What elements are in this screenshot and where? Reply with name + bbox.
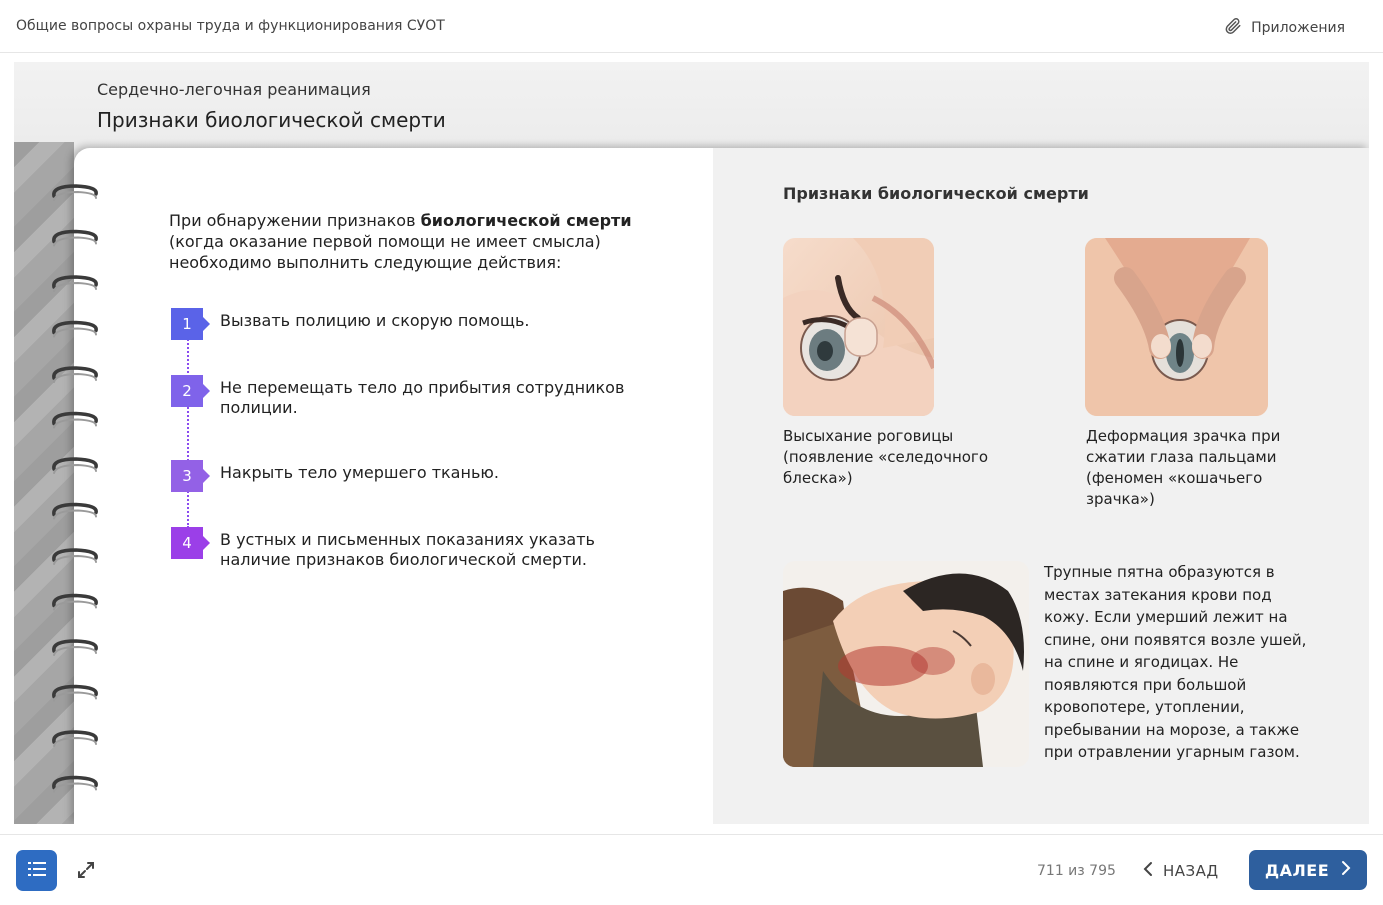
fullscreen-button[interactable] <box>76 860 96 880</box>
expand-icon <box>76 865 96 884</box>
steps-list <box>171 308 671 568</box>
step-4 <box>171 527 660 570</box>
cornea-caption: Высыхание роговицы (появление «селедочного блеска») <box>783 427 988 487</box>
top-bar <box>0 0 1383 53</box>
spiral-ring-highlight <box>54 602 96 610</box>
step-number: 1 <box>171 308 203 340</box>
back-button[interactable] <box>1143 861 1219 881</box>
contents-menu-button[interactable] <box>16 850 57 891</box>
page-counter: 711 из 795 <box>1037 863 1116 879</box>
step-text: Не перемещать тело до прибытия сотрудников полиции. <box>220 378 625 417</box>
slide <box>14 62 1369 824</box>
intro-prefix: При обнаружении признаков <box>169 211 421 230</box>
course-title: Общие вопросы охраны труда и функционирования СУОТ <box>16 18 445 34</box>
step-number: 3 <box>171 460 203 492</box>
lividity-image <box>783 561 1029 767</box>
spiral-ring-highlight <box>54 647 96 655</box>
step-text: Накрыть тело умершего тканью. <box>220 463 499 482</box>
slide-subtitle: Сердечно-легочная реанимация <box>97 80 371 99</box>
step-text: Вызвать полицию и скорую помощь. <box>220 311 530 330</box>
bottom-bar <box>0 834 1383 905</box>
signs-title: Признаки биологической смерти <box>783 184 1089 203</box>
chevron-left-icon <box>1143 861 1153 881</box>
notebook-page <box>74 148 1369 824</box>
spiral-ring-highlight <box>54 511 96 519</box>
intro-text <box>169 210 669 273</box>
chevron-right-icon <box>1341 860 1351 880</box>
list-icon <box>28 861 46 881</box>
spiral-ring-highlight <box>54 465 96 473</box>
step-text: В устных и письменных показаниях указать наличие признаков биологической смерти. <box>220 530 595 569</box>
steps-connector <box>187 328 189 528</box>
step-2 <box>171 375 660 418</box>
attachments-button[interactable] <box>1224 17 1345 39</box>
spiral-ring-highlight <box>54 420 96 428</box>
lividity-text: Трупные пятна образуются в местах затекания крови под кожу. Если умерший лежит на спине, они появятся возле ушей, на спине и ягодицах. Не появляются при большой кровопотере, утоплении, пребывании на морозе, а также при отравлении угарным газом. <box>1044 563 1307 761</box>
step-1 <box>171 308 660 340</box>
spiral-ring-highlight <box>54 192 96 200</box>
paperclip-icon <box>1224 17 1242 39</box>
intro-bold: биологической смерти <box>420 211 632 230</box>
next-label: ДАЛЕЕ <box>1264 860 1330 880</box>
pupil-image <box>1085 238 1268 416</box>
step-number: 4 <box>171 527 203 559</box>
step-number: 2 <box>171 375 203 407</box>
spiral-ring-highlight <box>54 238 96 246</box>
next-button[interactable] <box>1249 850 1367 890</box>
attachments-label: Приложения <box>1251 20 1345 36</box>
intro-rest: (когда оказание первой помощи не имеет смысла) необходимо выполнить следующие действия: <box>169 232 601 272</box>
spiral-ring-highlight <box>54 283 96 291</box>
spiral-ring-highlight <box>54 329 96 337</box>
spiral-ring-highlight <box>54 693 96 701</box>
pupil-caption: Деформация зрачка при сжатии глаза пальцами (феномен «кошачьего зрачка») <box>1086 427 1281 508</box>
spiral-ring-highlight <box>54 784 96 792</box>
spiral-ring-highlight <box>54 374 96 382</box>
back-label: НАЗАД <box>1163 862 1219 880</box>
spiral-ring-highlight <box>54 738 96 746</box>
slide-title: Признаки биологической смерти <box>97 108 446 132</box>
cornea-image <box>783 238 934 416</box>
step-3 <box>171 460 660 492</box>
spiral-ring-highlight <box>54 556 96 564</box>
spiral-binding <box>48 180 104 800</box>
